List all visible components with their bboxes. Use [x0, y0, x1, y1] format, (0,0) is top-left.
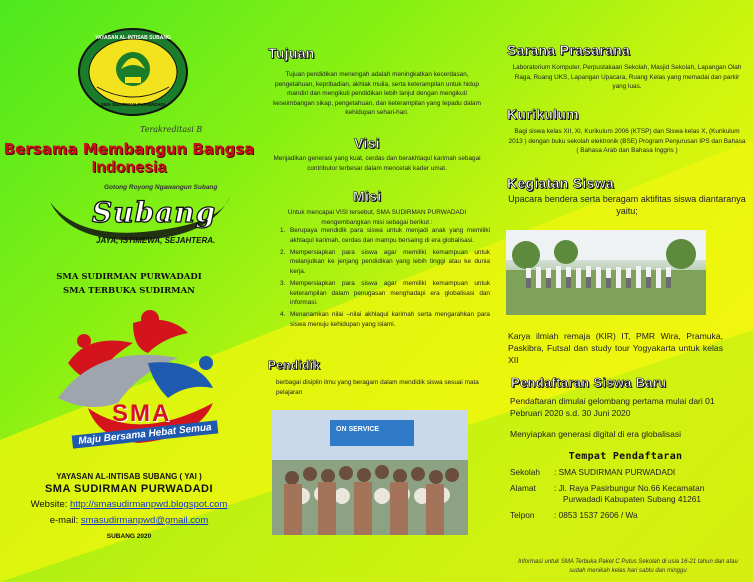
sekolah-label: Sekolah	[510, 467, 540, 477]
right-panel	[498, 0, 753, 582]
school-names	[0, 270, 258, 298]
pendaftaran-heading: Pendaftaran Siswa Baru	[511, 375, 667, 390]
subang-motto: JAYA, ISTIMEWA, SEJAHTERA.	[96, 236, 216, 245]
misi-list	[268, 226, 490, 332]
misi-intro: Untuk mencapai VISI tersebut, SMA SUDIRMAN PURWADADI mengembangkan misi sebagai berikut :	[287, 209, 467, 226]
misi-heading: Misi	[353, 188, 382, 204]
slogan-line-1: Bersama Membangun Bangsa	[3, 140, 255, 158]
school-name: SMA SUDIRMAN PURWADADI	[56, 272, 202, 282]
middle-panel	[258, 0, 498, 582]
visi-text: Menjadikan generasi yang kuat, cerdas dan berakhlaqul karimah sebagai contributor terbesar dalam mencetak kader umat.	[273, 155, 481, 172]
school-name-caps: SMA SUDIRMAN PURWADADI	[44, 483, 214, 495]
kurikulum-text: Bagi siswa kelas XII, XI, Kurikulum 2006 (KTSP) dan Siswa kelas X, (Kurikulum 2013 ) dengan buku sekolah elektronik (BSE) Program Penjurusan IPS dan Bahasa ( Bahasa Arab dan Bahasa Inggris )	[508, 128, 746, 155]
telpon-value: : 0853 1537 2606 / Wa	[554, 510, 638, 520]
kurikulum-heading: Kurikulum	[507, 106, 579, 122]
sma-logo-tagline: Maju Bersama Hebat Semua	[72, 420, 219, 448]
footnote-text: Informasi untuk SMA Terbuka Paket C Putus Sekolah di usia 16-21 tahun dan atau sudah menikah kelas hari sabtu dan minggu	[518, 559, 738, 574]
publication-year: SUBANG 2020	[106, 533, 152, 540]
sma-logo-text: SMA	[112, 400, 172, 427]
kegiatan-text: Upacara bendera serta beragam aktifitas siswa diantaranya yaitu;	[508, 194, 746, 216]
cover-panel	[0, 0, 258, 582]
email-line	[0, 515, 258, 526]
email-label: e-mail:	[49, 515, 81, 526]
pendaftaran-text: Pendaftaran dimulai gelombang pertama mulai dari 01 Pebruari 2020 s.d. 30 Juni 2020	[510, 396, 715, 418]
alamat-label: Alamat	[510, 483, 536, 493]
school-open-name: SMA TERBUKA SUDIRMAN	[63, 286, 195, 296]
address-row-telpon	[510, 510, 638, 521]
pendidik-heading: Pendidik	[268, 358, 321, 372]
logo-text-top: YAYASAN AL-INTISAB SUBANG	[95, 35, 171, 41]
tujuan-heading: Tujuan	[268, 45, 315, 61]
foundation-name: YAYASAN AL-INTISAB SUBANG ( YAI )	[56, 472, 202, 481]
telpon-label: Telpon	[510, 510, 535, 520]
list-item: 3. Mempersiapkan para siswa agar memiliki kemampuan untuk keterampilan dalam penugasan menghadapi era globalisasi dan informasi.	[280, 279, 490, 307]
kegiatan-heading: Kegiatan Siswa	[507, 175, 614, 191]
alamat-value-2: Purwadadi Kabupaten Subang 41261	[563, 494, 701, 504]
photo-banner-text: ON SERVICE	[336, 426, 380, 433]
subang-wordmark: Subang	[92, 196, 217, 229]
website-label: Website:	[30, 499, 71, 510]
slogan-line-2: Indonesia	[91, 159, 167, 176]
website-link[interactable]: http://smasudirmanpwd.blogspot.com	[70, 499, 228, 510]
tempat-pendaftaran-heading: Tempat Pendaftaran	[568, 451, 683, 462]
digital-generation-text: Menyiapkan generasi digital di era globalisasi	[510, 429, 682, 439]
sekolah-value: : SMA SUDIRMAN PURWADADI	[554, 467, 676, 477]
visi-heading: Visi	[354, 135, 380, 151]
website-line	[0, 499, 258, 510]
list-item: 2. Mempersiapkan para siswa agar memiliki kemampuan untuk melanjutkan ke jenjang pendidikan yang lebih tinggi atau ke dunia kerja.	[280, 248, 490, 275]
list-item: 1. Berupaya mendidik para siswa untuk menjadi anak yang memiliki akhlaqul karimah, cerdas dan mampu bersaing di era globalisasi.	[280, 227, 490, 244]
sarana-text: Laboratorium Komputer, Perpustakaan Sekolah, Masjid Sekolah, Lapangan Olah Raga, Ruang UKS, Lapangan Upacara, Ruang Kelas yang memadai dan parkir yang luas.	[512, 64, 742, 91]
subang-tagline: Gotong Royong Ngawangun Subang	[104, 184, 218, 191]
pendidik-text: berbagai disiplin ilmu yang beragam dalam mendidik siswa sesuai mata pelajaran	[276, 379, 479, 396]
email-link[interactable]: smasudirmanpwd@gmail.com	[80, 515, 209, 526]
alamat-value-1: : Jl. Raya Pasirbungur No.66 Kecamatan	[554, 483, 705, 493]
address-row-alamat	[510, 483, 704, 505]
list-item: 4. Menanamkan nilai –nilai akhlaqul karimah serta mengarahkan para siswa menuju kehidupan yang islami.	[280, 311, 490, 328]
ceremony-photo	[506, 230, 706, 315]
ceremony-photo-illustration	[506, 230, 706, 315]
tujuan-text: Tujuan pendidikan menengah adalah meningkatkan kecerdasan, pengetahuan, kepribadian, akhlak mulia, serta keterampilan untuk hidup mandiri dan mengikuti pendidikan lebih lanjut dengan mengikuti keseimbangan sikap, pengetahuan, dan keterampilan yang tepadu dalam kehidupan sehari-hari.	[273, 71, 481, 117]
ekskul-text: Karya ilmiah remaja (KIR) IT, PMR Wira, Pramuka, Paskibra, Futsal dan study tour Yogyakarta untuk kelas XII	[508, 331, 723, 365]
sarana-heading: Sarana Prasarana	[507, 42, 631, 58]
logo-text-bottom: SMA SUDIRMAN PURWADADI	[100, 102, 166, 107]
accreditation-label: Terakreditasi B	[140, 125, 203, 134]
teachers-photo	[272, 410, 468, 535]
address-row-sekolah	[510, 467, 675, 478]
